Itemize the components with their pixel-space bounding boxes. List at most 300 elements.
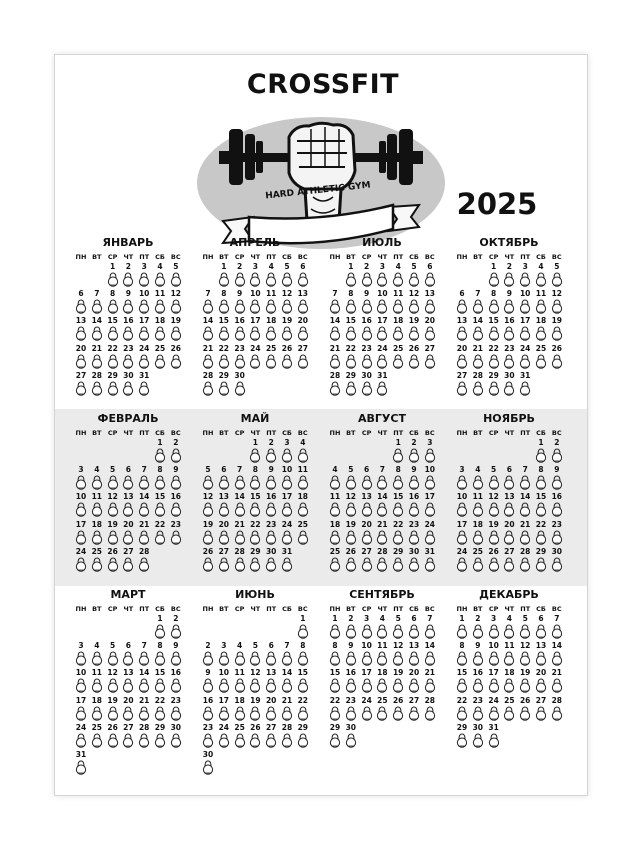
day-cell: [549, 316, 565, 343]
day-cell: [374, 696, 390, 723]
day-number: 16: [234, 316, 245, 326]
weekday-header: ВТ: [92, 253, 102, 261]
weekday-header: СР: [488, 429, 499, 437]
day-cell: [549, 465, 565, 492]
day-cell: [343, 492, 359, 519]
day-cell: [136, 289, 152, 316]
kettlebell-outline-icon: [234, 299, 246, 314]
kettlebell-outline-icon: [107, 272, 119, 287]
day-number: 14: [424, 641, 436, 651]
kettlebell-outline-icon: [392, 299, 404, 314]
day-cell: [105, 371, 121, 398]
kettlebell-outline-icon: [408, 624, 420, 639]
day-number: 7: [141, 641, 147, 651]
weekday-header: СБ: [536, 429, 546, 437]
kettlebell-outline-icon: [265, 678, 277, 693]
weekday-header: СР: [361, 429, 372, 437]
day-cell: [232, 465, 248, 492]
kettlebell-outline-icon: [345, 354, 357, 369]
day-number: 10: [281, 465, 293, 475]
day-number: 6: [125, 465, 131, 475]
day-cell: [359, 371, 375, 398]
day-cell: [454, 547, 470, 574]
kettlebell-outline-icon: [392, 475, 404, 490]
weekday-header: ПТ: [520, 429, 531, 437]
kettlebell-outline-icon: [75, 299, 87, 314]
day-number: 20: [75, 343, 87, 353]
weekday-header: ЧТ: [250, 605, 261, 613]
day-number: 5: [411, 262, 417, 271]
day-cell: [232, 371, 248, 398]
day-cell: [501, 520, 517, 547]
kettlebell-outline-icon: [329, 475, 341, 490]
kettlebell-outline-icon: [297, 624, 309, 639]
day-number: 20: [297, 316, 309, 326]
day-number: 26: [408, 343, 420, 353]
kettlebell-outline-icon: [345, 557, 357, 572]
day-cell: [216, 465, 232, 492]
day-cell: [454, 316, 470, 343]
weekday-header: ВС: [551, 429, 562, 437]
day-number: 14: [329, 316, 341, 326]
kettlebell-outline-icon: [456, 706, 468, 721]
day-number: 25: [234, 722, 245, 732]
weekday-header: ВС: [297, 429, 308, 437]
day-number: 9: [236, 289, 243, 299]
day-cell: [216, 696, 232, 723]
day-number: 12: [170, 289, 182, 299]
day-cell: [486, 614, 502, 641]
kettlebell-outline-icon: [488, 354, 500, 369]
day-cell: [374, 668, 390, 695]
kettlebell-outline-icon: [456, 326, 468, 341]
kettlebell-outline-icon: [202, 326, 214, 341]
day-cell: [105, 723, 121, 750]
day-cell: [454, 520, 470, 547]
kettlebell-outline-icon: [345, 651, 357, 666]
day-number: 19: [281, 316, 293, 326]
day-number: 23: [170, 519, 182, 529]
kettlebell-outline-icon: [170, 678, 182, 693]
day-number: 21: [138, 519, 150, 529]
day-number: 24: [519, 343, 531, 353]
day-cell: [327, 316, 343, 343]
day-number: 10: [519, 289, 531, 299]
day-number: 24: [424, 519, 436, 529]
day-number: 18: [91, 519, 103, 529]
day-cell: [501, 696, 517, 723]
kettlebell-outline-icon: [297, 354, 309, 369]
weekday-header: ВС: [297, 605, 308, 613]
day-cell: [327, 344, 343, 371]
day-cell: [73, 289, 89, 316]
day-cell: [152, 262, 168, 289]
kettlebell-outline-icon: [424, 678, 436, 693]
brand-title: CROSSFIT: [246, 69, 400, 100]
weekday-header: СР: [107, 429, 118, 437]
day-cell: [89, 465, 105, 492]
day-cell: [533, 438, 549, 465]
kettlebell-outline-icon: [424, 326, 436, 341]
day-number: 7: [141, 465, 147, 475]
day-cell: [89, 492, 105, 519]
kettlebell-outline-icon: [424, 651, 436, 666]
day-cell: [216, 520, 232, 547]
day-number: 6: [78, 289, 84, 299]
day-cell: [279, 316, 295, 343]
day-cell: [232, 520, 248, 547]
kettlebell-outline-icon: [249, 651, 261, 666]
kettlebell-outline-icon: [456, 299, 468, 314]
day-number: 30: [123, 370, 134, 380]
day-number: 14: [551, 641, 563, 651]
weekday-header: ВТ: [219, 429, 229, 437]
day-number: 22: [456, 695, 468, 705]
day-cell: [343, 316, 359, 343]
day-cell: [390, 492, 406, 519]
day-number: 13: [361, 492, 372, 502]
day-number: 5: [490, 465, 497, 475]
day-cell: [105, 696, 121, 723]
kettlebell-outline-icon: [154, 530, 166, 545]
day-number: 28: [281, 722, 293, 732]
weekday-header: СБ: [155, 605, 165, 613]
day-cell: [73, 520, 89, 547]
kettlebell-outline-icon: [297, 706, 309, 721]
weekday-header: СР: [361, 605, 372, 613]
weekday-header: ВТ: [219, 605, 229, 613]
day-number: 10: [75, 492, 87, 502]
kettlebell-outline-icon: [249, 299, 261, 314]
day-cell: [152, 614, 168, 641]
kettlebell-outline-icon: [154, 448, 166, 463]
day-number: 26: [392, 695, 404, 705]
day-cell: [501, 344, 517, 371]
kettlebell-outline-icon: [265, 733, 277, 748]
day-number: 31: [488, 722, 499, 732]
kettlebell-outline-icon: [329, 651, 341, 666]
day-number: 25: [472, 546, 484, 556]
kettlebell-outline-icon: [519, 651, 531, 666]
day-number: 2: [173, 614, 179, 623]
kettlebell-outline-icon: [519, 557, 531, 572]
day-cell: [343, 547, 359, 574]
day-number: 27: [218, 546, 230, 556]
day-cell: [168, 316, 184, 343]
weekday-header: ПТ: [266, 429, 277, 437]
day-number: 20: [361, 519, 372, 529]
kettlebell-outline-icon: [361, 326, 373, 341]
kettlebell-outline-icon: [376, 326, 388, 341]
day-cell: [343, 262, 359, 289]
kettlebell-outline-icon: [154, 354, 166, 369]
day-number: 17: [75, 519, 87, 529]
weekday-header: СБ: [536, 253, 546, 261]
day-number: 11: [91, 668, 103, 678]
kettlebell-outline-icon: [488, 678, 500, 693]
day-cell: [200, 723, 216, 750]
day-cell: [216, 262, 232, 289]
day-cell: [359, 696, 375, 723]
month-name: МАЙ: [240, 412, 270, 425]
day-number: 13: [456, 316, 468, 326]
day-number: 15: [154, 492, 166, 502]
kettlebell-outline-icon: [519, 678, 531, 693]
day-number: 21: [202, 343, 214, 353]
day-cell: [73, 316, 89, 343]
day-cell: [327, 520, 343, 547]
kettlebell-outline-icon: [91, 326, 103, 341]
day-cell: [327, 371, 343, 398]
day-number: 21: [234, 519, 245, 529]
day-cell: [279, 547, 295, 574]
day-number: 9: [205, 668, 211, 678]
weekday-header: ПТ: [266, 605, 277, 613]
day-cell: [406, 316, 422, 343]
month-name: МАРТ: [110, 588, 146, 601]
day-number: 17: [281, 492, 293, 502]
kettlebell-outline-icon: [551, 272, 563, 287]
day-number: 16: [504, 316, 515, 326]
kettlebell-outline-icon: [154, 624, 166, 639]
day-number: 20: [424, 316, 436, 326]
day-number: 8: [109, 289, 116, 299]
day-number: 13: [123, 668, 134, 678]
kettlebell-outline-icon: [218, 530, 230, 545]
day-cell: [232, 344, 248, 371]
day-number: 16: [170, 668, 182, 678]
day-number: 11: [265, 289, 277, 299]
day-number: 28: [202, 370, 214, 380]
kettlebell-outline-icon: [281, 706, 293, 721]
kettlebell-outline-icon: [408, 475, 420, 490]
day-number: 2: [268, 438, 274, 447]
weekday-header: ЧТ: [250, 429, 261, 437]
kettlebell-outline-icon: [75, 651, 87, 666]
kettlebell-outline-icon: [122, 326, 134, 341]
weekday-header: СР: [488, 253, 499, 261]
day-number: 21: [472, 343, 484, 353]
kettlebell-outline-icon: [265, 502, 277, 517]
weekday-header: ВС: [551, 605, 562, 613]
kettlebell-outline-icon: [265, 475, 277, 490]
day-number: 1: [348, 262, 354, 271]
day-cell: [343, 344, 359, 371]
day-number: 30: [551, 546, 563, 556]
kettlebell-outline-icon: [488, 557, 500, 572]
weekday-header: СБ: [282, 253, 292, 261]
day-cell: [136, 547, 152, 574]
day-cell: [136, 520, 152, 547]
kettlebell-outline-icon: [503, 299, 515, 314]
kettlebell-outline-icon: [75, 354, 87, 369]
kettlebell-outline-icon: [154, 733, 166, 748]
day-cell: [73, 344, 89, 371]
day-cell: [374, 614, 390, 641]
weekday-header: ЧТ: [123, 429, 134, 437]
kettlebell-outline-icon: [107, 678, 119, 693]
day-cell: [168, 723, 184, 750]
day-cell: [105, 289, 121, 316]
day-number: 17: [138, 316, 150, 326]
day-number: 20: [123, 519, 134, 529]
day-cell: [327, 696, 343, 723]
weekday-header: ПТ: [139, 605, 150, 613]
kettlebell-outline-icon: [424, 272, 436, 287]
day-number: 22: [345, 343, 357, 353]
day-cell: [390, 438, 406, 465]
day-number: 11: [472, 492, 484, 502]
month-name: АПРЕЛЬ: [229, 236, 281, 249]
weekday-header: СБ: [282, 429, 292, 437]
day-cell: [168, 614, 184, 641]
kettlebell-outline-icon: [218, 733, 230, 748]
kettlebell-outline-icon: [551, 678, 563, 693]
day-number: 15: [218, 316, 230, 326]
day-cell: [247, 723, 263, 750]
day-number: 29: [535, 546, 547, 556]
kettlebell-outline-icon: [503, 354, 515, 369]
day-number: 11: [234, 668, 245, 678]
kettlebell-outline-icon: [202, 706, 214, 721]
day-number: 28: [138, 546, 150, 556]
day-number: 3: [78, 641, 84, 651]
day-cell: [517, 668, 533, 695]
weekday-header: ЧТ: [250, 253, 261, 261]
kettlebell-outline-icon: [154, 475, 166, 490]
kettlebell-outline-icon: [297, 448, 309, 463]
weekday-header: ПТ: [393, 253, 404, 261]
kettlebell-outline-icon: [107, 706, 119, 721]
day-number: 30: [234, 370, 245, 380]
kettlebell-outline-icon: [551, 326, 563, 341]
day-cell: [422, 641, 438, 668]
day-number: 18: [154, 316, 166, 326]
kettlebell-outline-icon: [122, 678, 134, 693]
day-number: 30: [345, 722, 357, 732]
day-cell: [73, 750, 89, 777]
day-number: 9: [475, 641, 481, 651]
day-cell: [454, 344, 470, 371]
day-cell: [200, 696, 216, 723]
day-cell: [89, 547, 105, 574]
weekday-header: СР: [488, 605, 499, 613]
kettlebell-outline-icon: [154, 299, 166, 314]
day-number: 13: [535, 641, 547, 651]
day-number: 15: [456, 668, 468, 678]
day-cell: [422, 614, 438, 641]
kettlebell-outline-icon: [361, 678, 373, 693]
day-number: 12: [281, 289, 293, 299]
day-number: 7: [332, 289, 338, 299]
kettlebell-outline-icon: [218, 272, 230, 287]
day-cell: [232, 668, 248, 695]
kettlebell-outline-icon: [122, 502, 134, 517]
day-number: 31: [377, 370, 388, 380]
kettlebell-outline-icon: [234, 733, 246, 748]
day-cell: [89, 696, 105, 723]
day-number: 14: [91, 316, 103, 326]
day-number: 11: [377, 641, 388, 651]
weekday-header: ВС: [424, 253, 435, 261]
day-cell: [168, 520, 184, 547]
day-cell: [517, 641, 533, 668]
day-cell: [501, 371, 517, 398]
day-number: 29: [392, 546, 404, 556]
day-number: 5: [252, 641, 258, 651]
day-number: 12: [392, 641, 404, 651]
kettlebell-outline-icon: [488, 326, 500, 341]
kettlebell-outline-icon: [472, 678, 484, 693]
day-number: 4: [157, 262, 163, 271]
day-cell: [486, 492, 502, 519]
day-number: 21: [424, 668, 436, 678]
day-cell: [501, 316, 517, 343]
kettlebell-outline-icon: [488, 272, 500, 287]
day-number: 26: [250, 722, 261, 732]
kettlebell-outline-icon: [361, 272, 373, 287]
day-cell: [406, 344, 422, 371]
day-cell: [120, 547, 136, 574]
kettlebell-outline-icon: [503, 272, 515, 287]
day-number: 4: [300, 438, 306, 447]
day-number: 11: [392, 289, 404, 299]
kettlebell-outline-icon: [138, 475, 150, 490]
kettlebell-outline-icon: [122, 557, 134, 572]
kettlebell-outline-icon: [154, 651, 166, 666]
day-cell: [216, 492, 232, 519]
kettlebell-outline-icon: [281, 651, 293, 666]
kettlebell-outline-icon: [361, 530, 373, 545]
kettlebell-outline-icon: [91, 354, 103, 369]
day-cell: [406, 641, 422, 668]
day-cell: [533, 696, 549, 723]
kettlebell-outline-icon: [472, 354, 484, 369]
day-number: 9: [506, 289, 512, 299]
day-number: 3: [221, 641, 227, 651]
kettlebell-outline-icon: [488, 624, 500, 639]
kettlebell-outline-icon: [234, 530, 246, 545]
kettlebell-outline-icon: [472, 624, 484, 639]
kettlebell-outline-icon: [519, 475, 531, 490]
day-cell: [422, 547, 438, 574]
weekday-header: ПТ: [393, 429, 404, 437]
kettlebell-outline-icon: [234, 354, 246, 369]
kettlebell-outline-icon: [75, 326, 87, 341]
kettlebell-outline-icon: [297, 502, 309, 517]
kettlebell-outline-icon: [376, 354, 388, 369]
kettlebell-outline-icon: [361, 557, 373, 572]
day-cell: [216, 723, 232, 750]
kettlebell-outline-icon: [202, 475, 214, 490]
weekday-header: ПТ: [520, 253, 531, 261]
day-cell: [263, 668, 279, 695]
day-number: 18: [535, 316, 547, 326]
day-cell: [136, 696, 152, 723]
day-cell: [105, 492, 121, 519]
kettlebell-outline-icon: [472, 706, 484, 721]
kettlebell-outline-icon: [408, 678, 420, 693]
kettlebell-outline-icon: [218, 651, 230, 666]
month-name: НОЯБРЬ: [483, 412, 535, 425]
day-number: 4: [94, 465, 100, 475]
kettlebell-outline-icon: [234, 272, 246, 287]
day-number: 12: [107, 668, 118, 678]
day-number: 12: [551, 289, 563, 299]
kettlebell-outline-icon: [376, 475, 388, 490]
kettlebell-outline-icon: [91, 381, 103, 396]
day-number: 29: [297, 722, 309, 732]
